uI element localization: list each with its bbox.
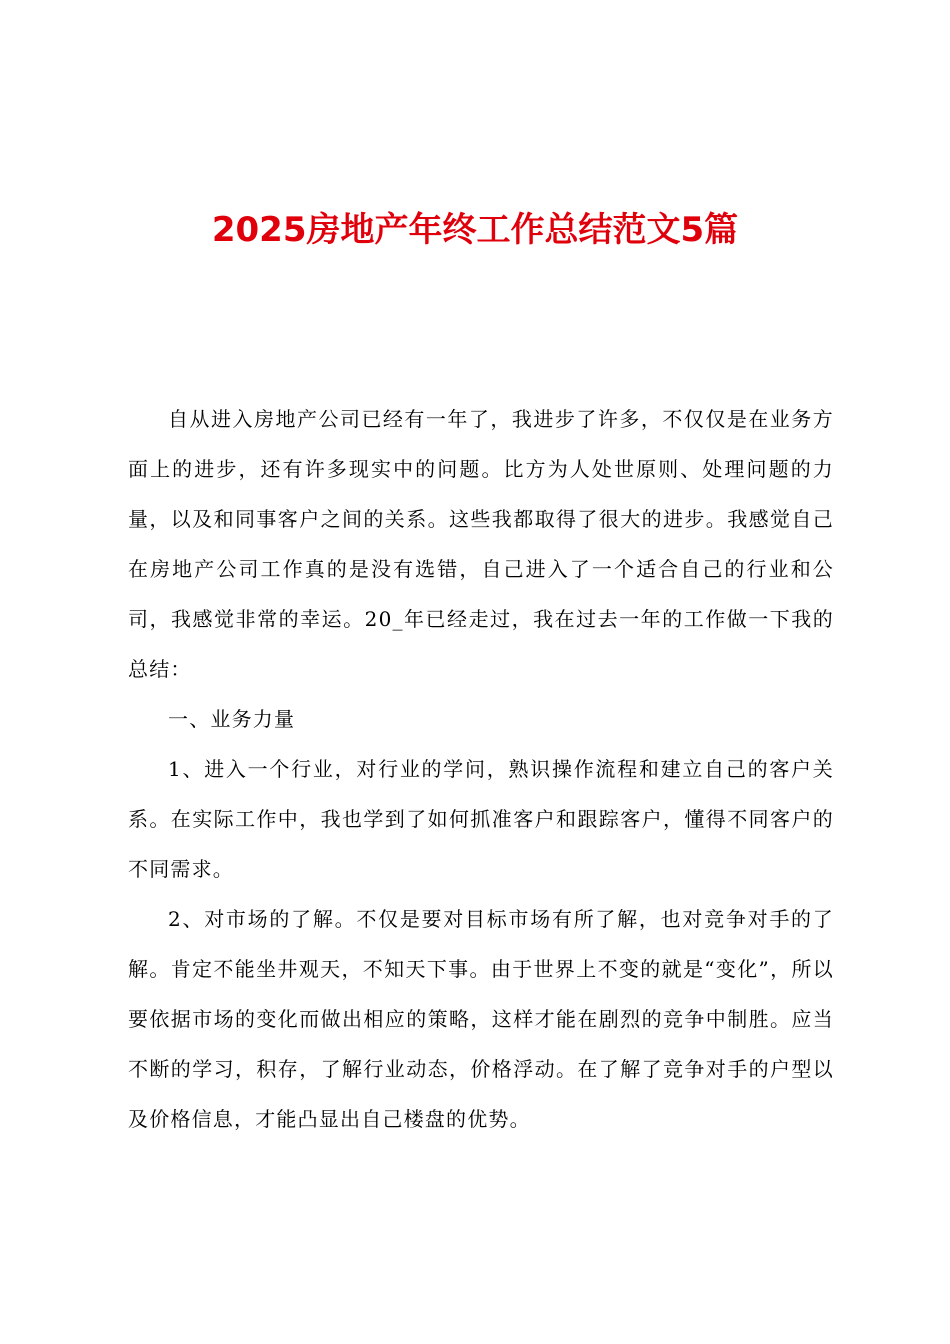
document-title: 2025房地产年终工作总结范文5篇	[211, 210, 739, 250]
section-heading-business-ability: 一、业务力量	[168, 707, 296, 731]
paragraph-point-2: 2、对市场的了解。不仅是要对目标市场有所了解，也对竞争对手的了解。肯定不能坐井观天，不知天下事。由于世界上不变的就是“变化”，所以要依据市场的变化而做出相应的策略，这样才能在剧烈的竞争中制胜。应当不断的学习，积存，了解行业动态，价格浮动。在了解了竞争对手的户型以及价格信息，才能凸显出自己楼盘的优势。	[128, 907, 834, 1131]
paragraph-intro: 自从进入房地产公司已经有一年了，我进步了许多，不仅仅是在业务方面上的进步，还有许多现实中的问题。比方为人处世原则、处理问题的力量，以及和同事客户之间的关系。这些我都取得了很大的进步。我感觉自己在房地产公司工作真的是没有选错，自己进入了一个适合自己的行业和公司，我感觉非常的幸运。20_年已经走过，我在过去一年的工作做一下我的总结：	[128, 407, 834, 681]
document-body	[128, 394, 834, 1144]
paragraph-point-1: 1、进入一个行业，对行业的学问，熟识操作流程和建立自己的客户关系。在实际工作中，我也学到了如何抓准客户和跟踪客户，懂得不同客户的不同需求。	[128, 757, 834, 881]
